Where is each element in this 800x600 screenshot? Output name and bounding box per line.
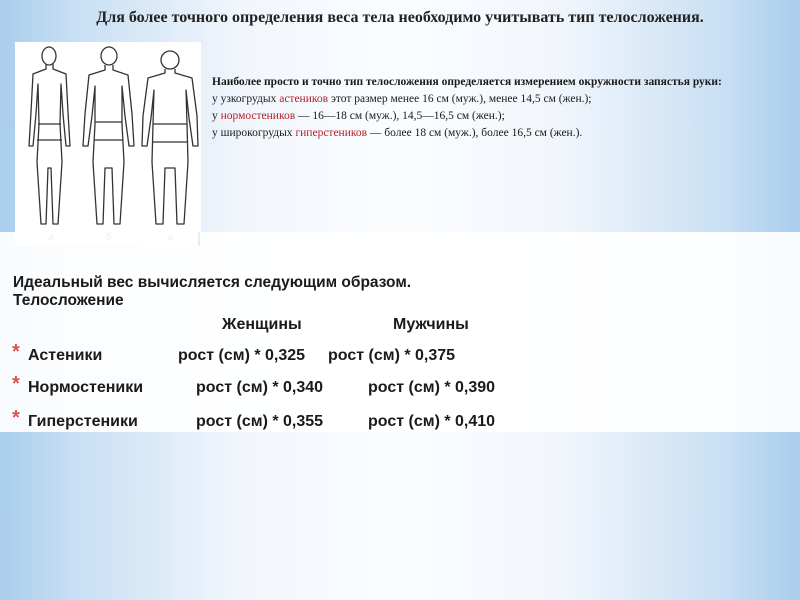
ideal-weight-heading: Идеальный вес вычисляется следующим образом. — [13, 274, 412, 291]
info-hypersthenic — [212, 125, 797, 142]
row-hypersthenic-women: рост (см) * 0,355 — [196, 413, 324, 430]
info-asthenic-pre: у узкогрудых — [212, 93, 280, 105]
bullet-icon: * — [12, 407, 20, 429]
body-types-illustration — [15, 42, 201, 246]
row-normosthenic-women: рост (см) * 0,340 — [196, 379, 324, 396]
wrist-measurement-info — [212, 74, 797, 142]
info-hypersthenic-post: — более 18 см (муж.), более 16,5 см (жен.). — [367, 127, 583, 139]
row-hypersthenic-men: рост (см) * 0,410 — [368, 413, 496, 430]
info-normosthenic — [212, 108, 797, 125]
info-normosthenic-post: — 16—18 см (муж.), 14,5—16,5 см (жен.); — [295, 110, 505, 122]
info-hypersthenic-pre: у широкогрудых — [212, 127, 296, 139]
info-asthenic-post: этот размер менее 16 см (муж.), менее 14,5 см (жен.); — [328, 93, 592, 105]
figure-normosthenic — [83, 47, 134, 224]
page-title: Для более точного определения веса тела необходимо учитывать тип телосложения. — [96, 9, 704, 26]
info-intro: Наиболее просто и точно тип телосложения определяется измерением окружности запястья руки: — [212, 76, 722, 88]
info-hypersthenic-term: гиперстеников — [295, 127, 368, 139]
row-asthenic-type: Астеники — [28, 347, 103, 364]
column-men: Мужчины — [393, 316, 469, 333]
info-asthenic-term: астеников — [279, 93, 329, 105]
row-normosthenic-men: рост (см) * 0,390 — [368, 379, 496, 396]
figure-hypersthenic — [142, 51, 198, 224]
bullet-icon: * — [12, 341, 20, 363]
row-asthenic-women: рост (см) * 0,325 — [178, 347, 306, 364]
info-asthenic — [212, 91, 797, 108]
figure-asthenic — [29, 47, 70, 224]
info-normosthenic-pre: у — [212, 110, 221, 122]
bullet-icon: * — [12, 373, 20, 395]
info-normosthenic-term: нормостеников — [220, 110, 296, 122]
row-hypersthenic-type: Гиперстеники — [28, 413, 138, 430]
body-type-label: Телосложение — [13, 292, 124, 309]
column-women: Женщины — [222, 316, 302, 333]
row-normosthenic-type: Нормостеники — [28, 379, 144, 396]
row-asthenic-men: рост (см) * 0,375 — [328, 347, 456, 364]
